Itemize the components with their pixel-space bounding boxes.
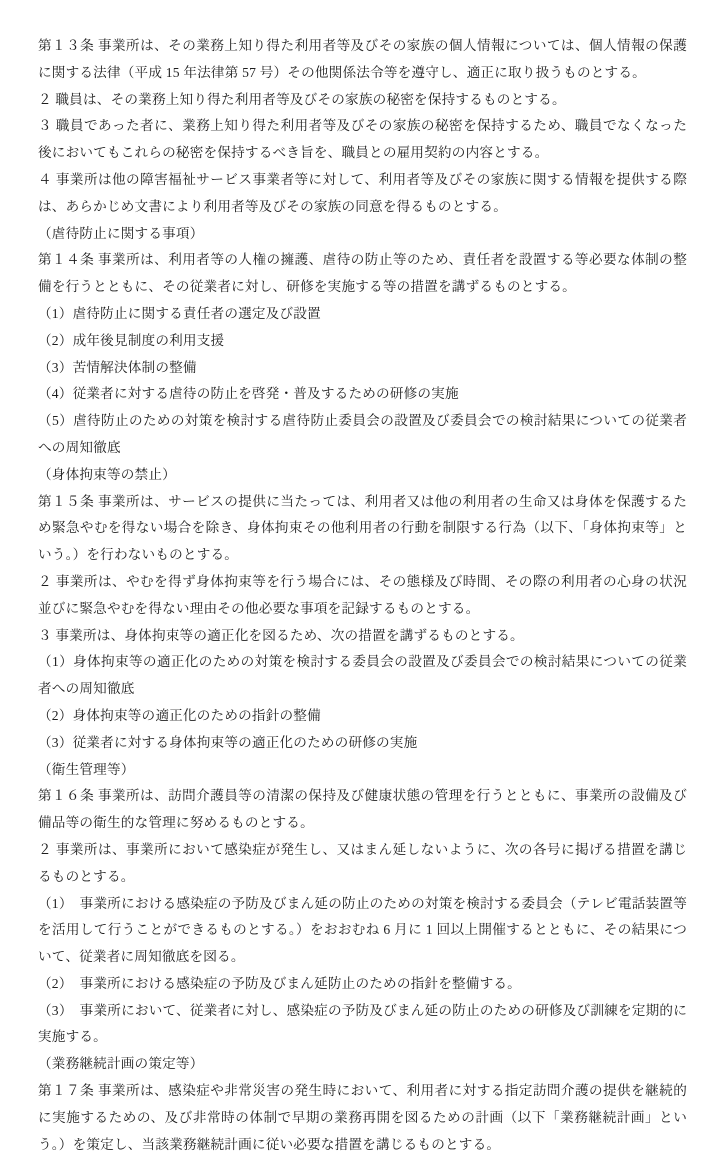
paragraph-item: （5）虐待防止のための対策を検討する虐待防止委員会の設置及び委員会での検討結果についての従業者への周知徹底 bbox=[38, 413, 687, 455]
paragraph-item: （4）従業者に対する虐待の防止を啓発・普及するための研修の実施 bbox=[38, 386, 459, 402]
paragraph-clause: ３ 職員であった者に、業務上知り得た利用者等及びその家族の秘密を保持するため、職員でなくなった後においてもこれらの秘密を保持するべき旨を、職員との雇用契約の内容とする。 bbox=[38, 118, 687, 161]
paragraph-article: 第１７条 事業所は、感染症や非常災害の発生時において、利用者に対する指定訪問介護の提供を継続的に実施するための、及び非常時の体制で早期の業務再開を図るための計画（以下「業務継続計画」という。）を策定し、当該業務継続計画に従い必要な措置を講じるものとする。 bbox=[38, 1083, 687, 1152]
paragraph-item: （2）身体拘束等の適正化のための指針の整備 bbox=[38, 707, 321, 723]
paragraph-item: （2） 事業所における感染症の予防及びまん延防止のための指針を整備する。 bbox=[38, 975, 521, 991]
paragraph-item: （2）成年後見制度の利用支援 bbox=[38, 332, 225, 348]
document-body bbox=[38, 33, 687, 1158]
paragraph-section-heading: （衛生管理等） bbox=[38, 761, 135, 777]
paragraph-clause: ３ 事業所は、身体拘束等の適正化を図るため、次の措置を講ずるものとする。 bbox=[38, 627, 524, 643]
paragraph-article: 第１３条 事業所は、その業務上知り得た利用者等及びその家族の個人情報については、個人情報の保護に関する法律（平成 15 年法律第 57 号）その他関係法令等を遵守し、適正に取り扱うものとする。 bbox=[38, 38, 687, 80]
paragraph-section-heading: （身体拘束等の禁止） bbox=[38, 466, 176, 482]
paragraph-clause: ２ 事業所は、やむを得ず身体拘束等を行う場合には、その態様及び時間、その際の利用者の心身の状況並びに緊急やむを得ない理由その他必要な事項を記録するものとする。 bbox=[38, 573, 687, 616]
paragraph-item: （1）虐待防止に関する責任者の選定及び設置 bbox=[38, 305, 321, 321]
paragraph-clause: ２ 職員は、その業務上知り得た利用者等及びその家族の秘密を保持するものとする。 bbox=[38, 91, 566, 107]
paragraph-item: （1） 事業所における感染症の予防及びまん延の防止のための対策を検討する委員会（テレビ電話装置等を活用して行うことができるものとする。）をおおむね 6 月に 1 回以上開催するとともに、その結果について、従業者に周知徹底を図る。 bbox=[38, 895, 687, 965]
paragraph-clause: ２ 事業所は、事業所において感染症が発生し、又はまん延しないように、次の各号に掲げる措置を講じるものとする。 bbox=[38, 841, 687, 884]
paragraph-item: （3）従業者に対する身体拘束等の適正化のための研修の実施 bbox=[38, 734, 418, 750]
paragraph-item: （1）身体拘束等の適正化のための対策を検討する委員会の設置及び委員会での検討結果についての従業者への周知徹底 bbox=[38, 654, 687, 697]
paragraph-item: （3） 事業所において、従業者に対し、感染症の予防及びまん延の防止のための研修及び訓練を定期的に実施する。 bbox=[38, 1002, 687, 1045]
paragraph-item: （3）苦情解決体制の整備 bbox=[38, 359, 197, 375]
paragraph-section-heading: （虐待防止に関する事項） bbox=[38, 225, 204, 241]
paragraph-article: 第１４条 事業所は、利用者等の人権の擁護、虐待の防止等のため、責任者を設置する等必要な体制の整備を行うとともに、その従業者に対し、研修を実施する等の措置を講ずるものとする。 bbox=[38, 252, 687, 295]
paragraph-section-heading: （業務継続計画の策定等） bbox=[38, 1056, 204, 1072]
paragraph-article: 第１６条 事業所は、訪問介護員等の清潔の保持及び健康状態の管理を行うとともに、事業所の設備及び備品等の衛生的な管理に努めるものとする。 bbox=[38, 788, 687, 831]
paragraph-clause: ４ 事業所は他の障害福祉サービス事業者等に対して、利用者等及びその家族に関する情報を提供する際は、あらかじめ文書により利用者等及びその家族の同意を得るものとする。 bbox=[38, 171, 687, 214]
paragraph-article: 第１５条 事業所は、サービスの提供に当たっては、利用者又は他の利用者の生命又は身体を保護するため緊急やむを得ない場合を除き、身体拘束その他利用者の行動を制限する行為（以下、「身体拘束等」という。）を行わないものとする。 bbox=[38, 493, 687, 563]
